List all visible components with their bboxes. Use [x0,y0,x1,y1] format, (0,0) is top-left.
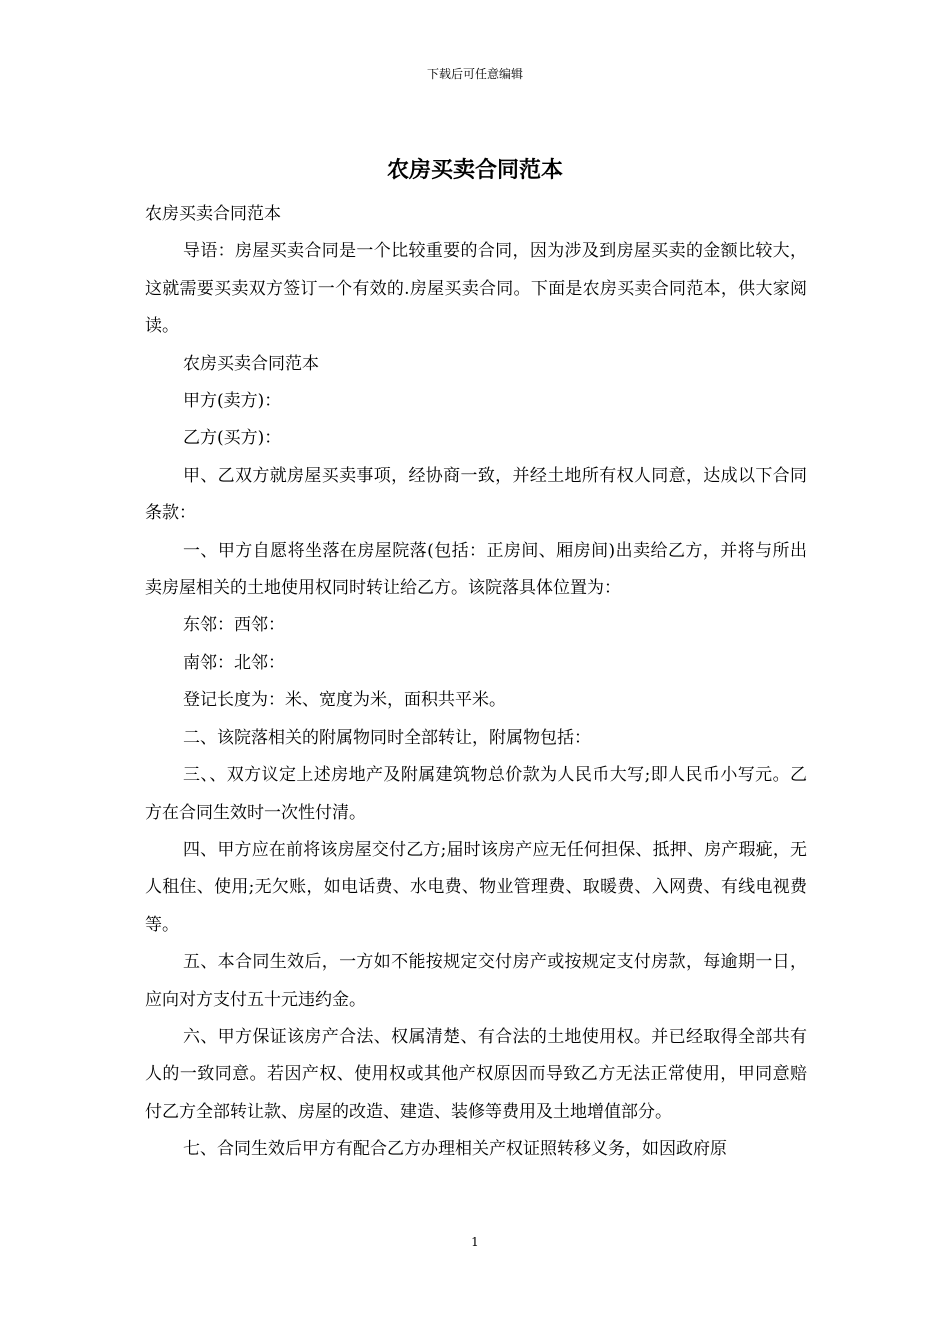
paragraph-clause-4: 四、甲方应在前将该房屋交付乙方;届时该房产应无任何担保、抵押、房产瑕疵，无人租住、使用;无欠账，如电话费、水电费、物业管理费、取暖费、入网费、有线电视费等。 [145,839,807,935]
paragraph-clause-7: 七、合同生效后甲方有配合乙方办理相关产权证照转移义务，如因政府原 [183,1139,727,1160]
paragraph-clause-3: 三、、双方议定上述房地产及附属建筑物总价款为人民币大写;即人民币小写元。乙方在合同生效时一次性付清。 [145,765,807,823]
paragraph-preamble: 甲、乙双方就房屋买卖事项，经协商一致，并经土地所有权人同意，达成以下合同条款： [145,465,807,524]
paragraph-east-west: 东邻：西邻： [183,615,285,636]
paragraph-clause-5: 五、本合同生效后，一方如不能按规定交付房产或按规定支付房款，每逾期一日，应向对方支付五十元违约金。 [145,952,807,1010]
paragraph-clause-6: 六、甲方保证该房产合法、权属清楚、有合法的土地使用权。并已经取得全部共有人的一致同意。若因产权、使用权或其他产权原因而导致乙方无法正常使用，甲同意赔付乙方全部转让款、房屋的改造、建造、装修等费用及土地增值部分。 [145,1026,807,1122]
paragraph-party-a: 甲方(卖方)： [183,391,282,412]
header-note: 下载后可任意编辑 [426,67,523,81]
paragraph-subtitle: 农房买卖合同范本 [145,204,281,224]
paragraph-clause-2: 二、该院落相关的附属物同时全部转让，附属物包括： [183,727,591,748]
document-title: 农房买卖合同范本 [386,157,563,183]
paragraph-intro: 导语：房屋买卖合同是一个比较重要的合同，因为涉及到房屋买卖的金额比较大，这就需要买卖双方签订一个有效的.房屋买卖合同。下面是农房买卖合同范本，供大家阅读。 [145,241,807,337]
paragraph-party-b: 乙方(买方)： [183,428,282,449]
paragraph-south-north: 南邻：北邻： [183,652,285,673]
document-body [145,196,807,1169]
paragraph-clause-1: 一、甲方自愿将坐落在房屋院落(包括：正房间、厢房间)出卖给乙方，并将与所出卖房屋相关的土地使用权同时转让给乙方。该院落具体位置为： [145,540,807,599]
page-number: 1 [471,1235,479,1249]
paragraph-dimensions: 登记长度为：米、宽度为米，面积共平米。 [183,690,506,711]
paragraph-contract-heading: 农房买卖合同范本 [183,353,319,374]
